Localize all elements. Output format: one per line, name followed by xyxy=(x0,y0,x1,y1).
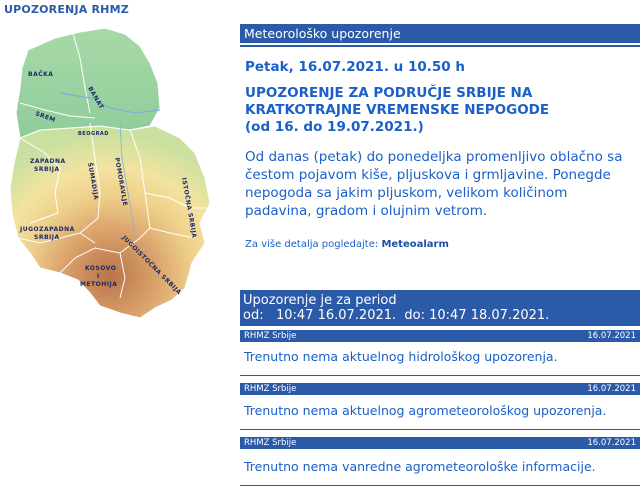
notice-text: Trenutno nema aktuelnog agrometeorološkog upozorenja. xyxy=(244,403,607,418)
section-title-meteo-warning: Meteorološko upozorenje xyxy=(240,24,640,43)
notice-divider xyxy=(240,375,640,376)
map-label-sumadija: ŠUMADIJA xyxy=(86,162,100,201)
notice-divider xyxy=(240,485,640,486)
notice-source: RHMZ Srbije xyxy=(244,384,297,394)
warning-body-line-2: čestom pojavom kiše, pljuskova i grmljavine. Ponegde xyxy=(245,167,611,183)
warning-headline-line-2: KRATKOTRAJNE VREMENSKE NEPOGODE xyxy=(245,102,550,118)
notice-source: RHMZ Srbije xyxy=(244,438,297,448)
map-label-kosovo-3: METOHIJA xyxy=(80,281,118,288)
meteoalarm-link[interactable]: Meteoalarm xyxy=(381,239,449,250)
map-label-backa: BAČKA xyxy=(28,71,54,78)
notice-divider xyxy=(240,429,640,430)
map-label-banat: BANAT xyxy=(86,85,105,111)
notice-agro-warning xyxy=(240,383,640,430)
page-title: UPOZORENJA RHMZ xyxy=(4,3,129,16)
notice-date: 16.07.2021 xyxy=(587,331,636,341)
notice-text: Trenutno nema vanredne agrometeorološke informacije. xyxy=(244,459,596,474)
map-label-kosovo-1: KOSOVO xyxy=(85,265,117,272)
details-label: Za više detalja pogledajte: xyxy=(245,239,379,250)
serbia-region-map[interactable] xyxy=(0,18,240,318)
notice-hydro xyxy=(240,330,640,376)
period-panel xyxy=(240,290,640,326)
map-label-kosovo-2: I xyxy=(97,273,100,280)
map-label-srem: SREM xyxy=(34,110,57,125)
map-label-istocna: ISTOČNA SRBIJA xyxy=(180,177,198,239)
notice-header xyxy=(240,437,640,449)
map-label-zapadna-2: SRBIJA xyxy=(34,166,60,173)
period-bar xyxy=(240,290,640,326)
map-label-jugozapadna-2: SRBIJA xyxy=(34,234,60,241)
notice-agro-info xyxy=(240,437,640,486)
meteo-warning-panel xyxy=(240,24,640,250)
map-label-zapadna-1: ZAPADNA xyxy=(30,158,66,165)
notice-date: 16.07.2021 xyxy=(587,438,636,448)
warning-headline-line-3: (od 16. do 19.07.2021.) xyxy=(245,119,424,135)
map-label-pomoravlje: POMORAVLJE xyxy=(113,157,129,207)
warning-body-line-1: Od danas (petak) do ponedeljka promenljivo oblačno sa xyxy=(245,149,623,165)
vojvodina-region[interactable] xyxy=(16,28,160,138)
details-line xyxy=(245,239,640,250)
warning-body-line-3: nepogoda sa jakim pljuskom, velikom količinom xyxy=(245,185,568,201)
notice-text: Trenutno nema aktuelnog hidrološkog upozorenja. xyxy=(244,349,558,364)
notice-header xyxy=(240,330,640,342)
warning-headline-line-1: UPOZORENJE ZA PODRUČJE SRBIJE NA xyxy=(245,85,533,101)
period-range: od: 10:47 16.07.2021. do: 10:47 18.07.2021. xyxy=(243,308,550,323)
notice-source: RHMZ Srbije xyxy=(244,331,297,341)
map-label-beograd: BEOGRAD xyxy=(78,131,109,137)
warning-headline xyxy=(245,85,640,136)
section-divider xyxy=(240,45,640,47)
notice-header xyxy=(240,383,640,395)
map-label-jugoistocna: JUGOISTOČNA SRBIJA xyxy=(120,234,183,297)
notice-date: 16.07.2021 xyxy=(587,384,636,394)
map-label-jugozapadna-1: JUGOZAPADNA xyxy=(20,226,75,233)
warning-body-line-4: padavina, gradom i olujnim vetrom. xyxy=(245,203,488,219)
warning-body xyxy=(245,148,640,220)
period-title: Upozorenje je za period xyxy=(243,293,397,308)
warning-date: Petak, 16.07.2021. u 10.50 h xyxy=(245,59,465,75)
